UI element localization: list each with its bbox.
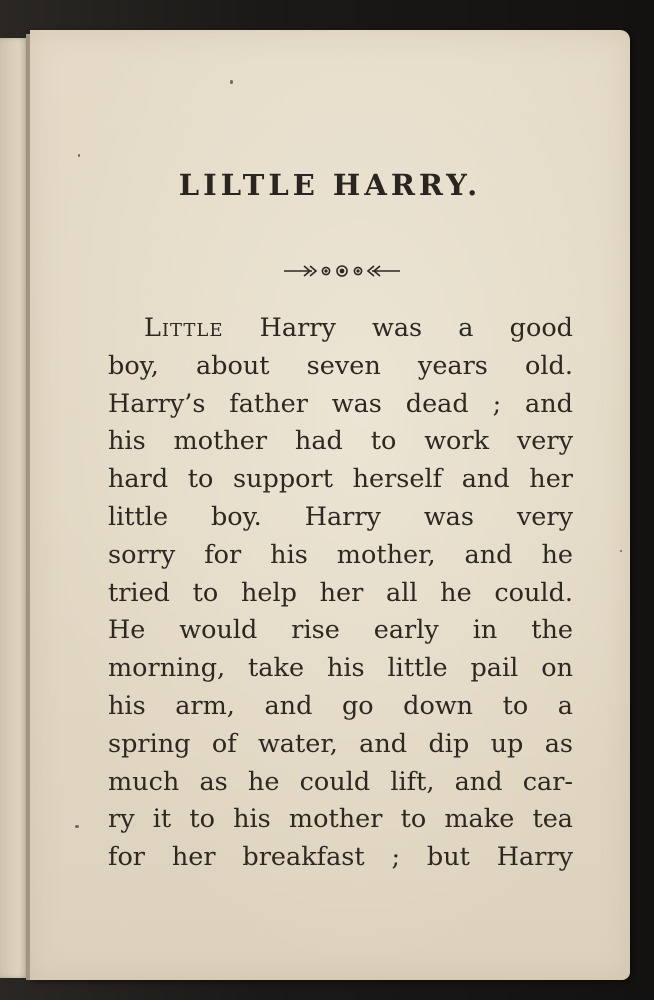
text-line-8: tried to help her all he could. [108,577,573,608]
paper-speck [75,825,79,828]
text-line-13: much as he could lift, and car- [108,766,573,797]
paper-speck [620,550,622,552]
text-line-3: Harry’s father was dead ; and [108,388,573,419]
text-line-5: hard to support herself and her [108,464,573,495]
book-page [30,30,630,980]
text-line-7: sorry for his mother, and he [108,539,573,570]
text-line-15: for her breakfast ; but Harry [108,842,573,873]
story-paragraph [108,310,573,877]
page-title: LILTLE HARRY. [178,168,482,202]
text-line-1: Little Harry was a good [144,313,573,343]
paper-speck [230,80,233,84]
paper-speck [78,154,80,157]
text-line-2: boy, about seven years old. [108,350,573,381]
text-line-9: He would rise early in the [108,615,573,646]
text-line-12: spring of water, and dip up as [108,728,573,759]
text-line-10: morning, take his little pail on [108,653,573,684]
text-line-6: little boy. Harry was very [108,501,573,532]
decorative-ornament-icon [282,260,402,282]
text-line-4: his mother had to work very [108,426,573,457]
text-line-11: his arm, and go down to a [108,690,573,721]
lead-word: Little [144,313,224,343]
text-line-14: ry it to his mother to make tea [108,804,573,835]
